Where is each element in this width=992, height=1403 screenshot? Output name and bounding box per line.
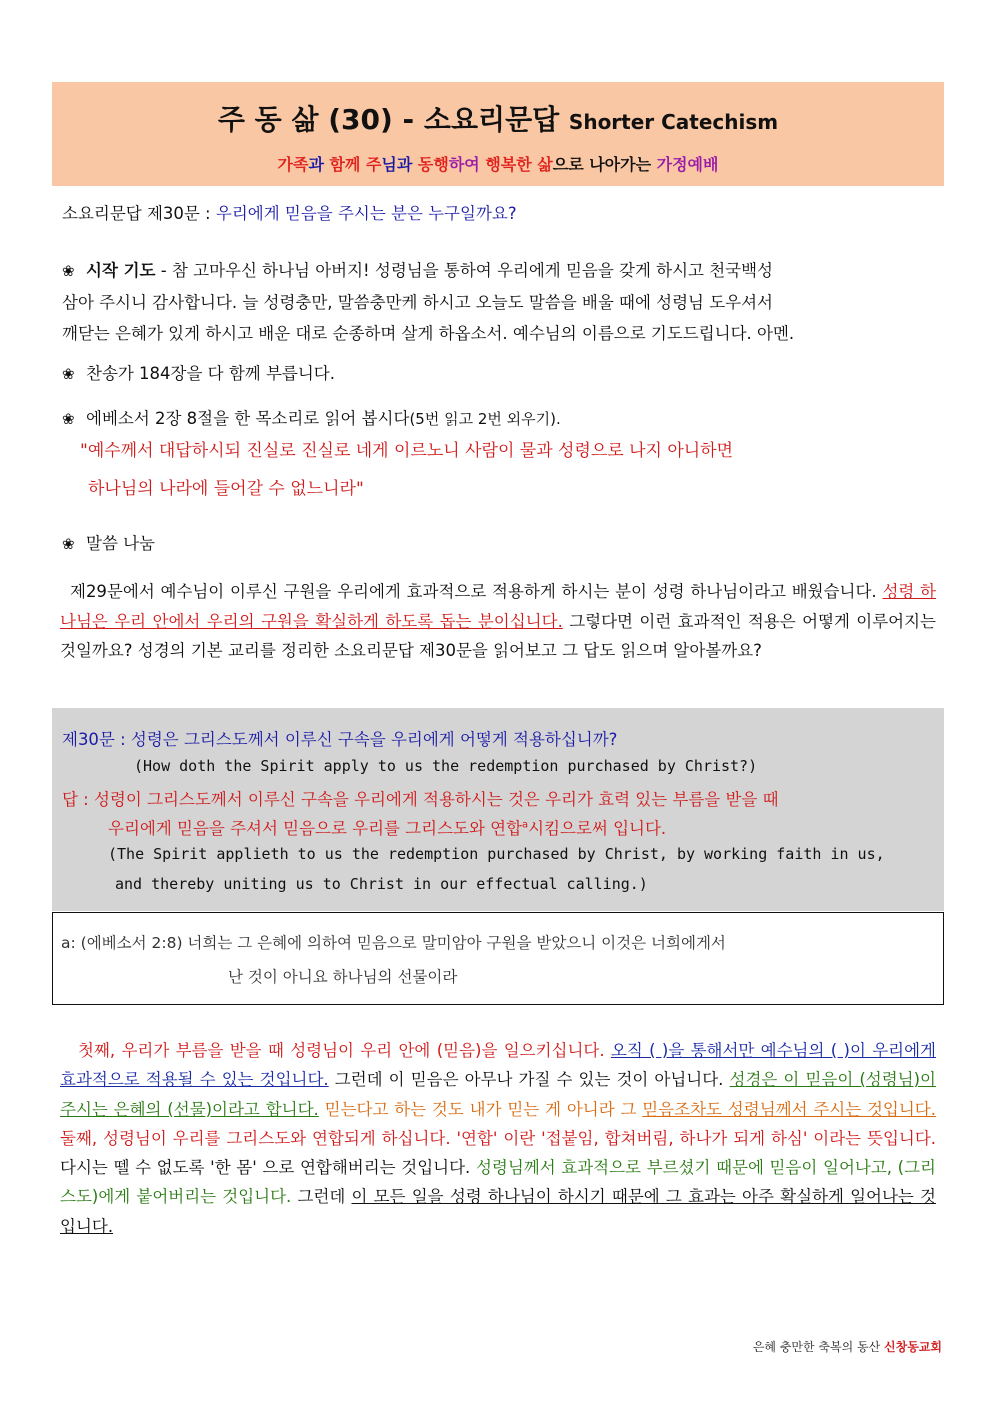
subtitle-segment: 동행 — [417, 155, 449, 174]
subtitle-segment: 으로 나아가는 — [552, 155, 657, 174]
opening-prayer: ❀ 시작 기도 - 참 고마우신 하나님 아버지! 성령님을 통하여 우리에게 믿음을 갖게 하시고 천국백성 삼아 주시니 감사합니다. 늘 성령충만, 말씀충만케 하시고 오늘도 말씀을 배울 때에 성령님 도우셔서 깨닫는 은혜가 있게 하시고 배운 대로 순종하며 살게 하옵소서. 예수님의 이름으로 기도드립니다. 아멘. — [62, 255, 938, 349]
subtitle-segment: 함께 — [329, 155, 366, 174]
question-text: 우리에게 믿음을 주시는 분은 누구일까요? — [215, 204, 517, 223]
catechism-answer-line2: 우리에게 믿음을 주셔서 믿음으로 우리를 그리스도와 연합$^a$시킴으로써 입니다. — [108, 819, 667, 838]
hymn-line: ❀ 찬송가 184장을 다 함께 부릅니다. — [62, 364, 335, 383]
body-blank-sentence: 오직 ( )을 통해서만 예수님의 ( )이 우리에게 효과적으로 적용될 수 있는 것입니다. — [60, 1041, 936, 1090]
subtitle — [52, 152, 944, 175]
intro-highlight: 성령 하나님은 우리 안에서 우리의 구원을 확실하게 하도록 돕는 분이십니다. — [60, 582, 936, 631]
body-final-sentence: 이 모든 일을 성령 하나님이 하시기 때문에 그 효과는 아주 확실하게 일어나는 것입니다. — [60, 1187, 936, 1236]
catechism-answer-en2: and thereby uniting us to Christ in our effectual calling.) — [115, 875, 648, 893]
subtitle-segment: 예배 — [687, 155, 719, 174]
footnote-box — [52, 912, 944, 1005]
footer: 은혜 충만한 축복의 동산 신창동교회 — [752, 1340, 942, 1354]
flower-bullet-icon: ❀ — [62, 410, 75, 428]
title-english: Shorter Catechism — [568, 110, 779, 134]
footnote-line2: 난 것이 아니요 하나님의 선물이라 — [228, 968, 458, 986]
church-name: 신창동교회 — [884, 1340, 942, 1354]
subtitle-segment: 주 — [365, 155, 382, 174]
sharing-heading: ❀ 말씀 나눔 — [62, 534, 156, 553]
subtitle-segment: 하여 — [448, 155, 486, 174]
subtitle-segment: 행복한 — [485, 155, 538, 174]
reading-line: ❀ 에베소서 2장 8절을 한 목소리로 읽어 봅시다(5번 읽고 2번 외우기). — [62, 409, 561, 428]
footnote-line1: a: (에베소서 2:8) 너희는 그 은혜에 의하여 믿음으로 말미암아 구원을 받았으니 이것은 너희에게서 — [61, 934, 726, 952]
subtitle-segment: 삶 — [537, 155, 553, 174]
body-paragraph: 첫째, 우리가 부름을 받을 때 성령님이 우리 안에 (믿음)을 일으키십니다. 오직 ( )을 통해서만 예수님의 ( )이 우리에게 효과적으로 적용될 수 있는 것입니다. 그런데 이 믿음은 아무나 가질 수 있는 것이 아닙니다. 성경은 이 믿음이 (성령님)이 주시는 은혜의 (선물)이라고 합니다. 믿는다고 하는 것도 내가 믿는 게 아니라 그 믿음조차도 성령님께서 주시는 것입니다. 둘째, 성령님이 우리를 그리스도와 연합되게 하십니다. '연합' 이란 '접붙임, 합쳐버림, 하나가 되게 하심' 이라는 뜻입니다. 다시는 뗄 수 없도록 '한 몸' 으로 연합해버리는 것입니다. 성령님께서 효과적으로 부르셨기 때문에 믿음이 일어나고, (그리스도)에게 붙어버리는 것입니다. 그런데 이 모든 일을 성령 하나님이 하시기 때문에 그 효과는 아주 확실하게 일어나는 것입니다. — [60, 1041, 937, 1236]
catechism-answer-line1: 답 : 성령이 그리스도께서 이루신 구속을 우리에게 적용하시는 것은 우리가 효력 있는 부름을 받을 때 — [62, 790, 779, 809]
subtitle-segment: 가족 — [277, 155, 309, 174]
flower-bullet-icon: ❀ — [62, 262, 75, 280]
body-gift-sentence: 성경은 이 믿음이 (성령님)이 주시는 은혜의 (선물)이라고 합니다. — [60, 1070, 936, 1119]
header-banner — [52, 82, 944, 186]
flower-bullet-icon: ❀ — [62, 535, 75, 553]
question-line: 소요리문답 제30문 : 우리에게 믿음을 주시는 분은 누구일까요? — [62, 204, 517, 223]
subtitle-segment: 과 — [308, 155, 330, 174]
catechism-box — [52, 708, 944, 911]
catechism-question: 제30문 : 성령은 그리스도께서 이루신 구속을 우리에게 어떻게 적용하십니까? — [62, 730, 618, 749]
intro-paragraph: 제29문에서 예수님이 이루신 구원을 우리에게 효과적으로 적용하게 하시는 분이 성령 하나님이라고 배웠습니다. 성령 하나님은 우리 안에서 우리의 구원을 확실하게 하도록 돕는 분이십니다. 그렇다면 이런 효과적인 적용은 어떻게 이루어지는 것일까요? 성경의 기본 교리를 정리한 소요리문답 제30문을 읽어보고 그 답도 읽으며 알아볼까요? — [60, 582, 936, 660]
flower-bullet-icon: ❀ — [62, 365, 75, 383]
page-title: 주 동 삶 (30) - 소요리문답 Shorter Catechism — [217, 103, 779, 136]
scripture-verse: "예수께서 대답하시되 진실로 진실로 네게 이르노니 사람이 물과 성령으로 나지 아니하면 하나님의 나라에 들어갈 수 없느니라" — [80, 441, 734, 499]
catechism-question-en: (How doth the Spirit apply to us the redemption purchased by Christ?) — [134, 757, 758, 775]
catechism-answer-en1: (The Spirit applieth to us the redemption purchased by Christ, by working faith in us, — [108, 845, 885, 863]
subtitle-segment: 님과 — [381, 155, 418, 174]
subtitle-segment: 가정 — [656, 155, 688, 174]
